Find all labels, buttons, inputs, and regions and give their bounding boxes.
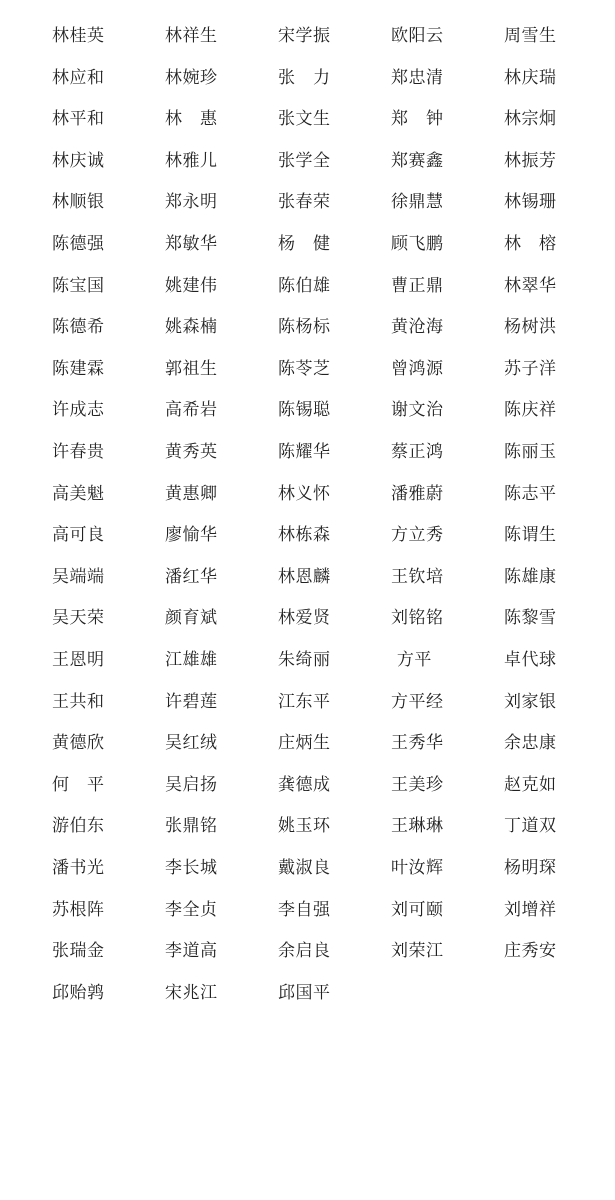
- name-cell: 张瑞金: [52, 941, 105, 962]
- name-cell: 陈建霖: [52, 358, 105, 379]
- name-cell: 郭祖生: [165, 358, 218, 379]
- name-cell: 赵克如: [504, 774, 557, 795]
- name-cell: 许春贵: [52, 442, 105, 462]
- name-cell: 庄秀安: [504, 941, 557, 962]
- name-cell: 杨 健: [278, 234, 331, 254]
- name-cell: 陈雄康: [504, 566, 557, 587]
- name-cell: 龚德成: [278, 774, 331, 795]
- name-cell: 王共和: [52, 691, 105, 712]
- name-cell: 李全贞: [165, 899, 218, 920]
- name-cell: 杨明琛: [504, 858, 557, 878]
- name-cell: 黄德欣: [52, 733, 105, 754]
- name-cell: 张春荣: [278, 192, 331, 213]
- name-cell: 姚森楠: [165, 317, 218, 338]
- name-cell: 李道高: [165, 941, 218, 962]
- name-cell: 张学全: [278, 150, 331, 171]
- name-cell: 陈谓生: [504, 525, 557, 546]
- name-cell: 林宗炯: [504, 109, 557, 130]
- name-cell: 丁道双: [504, 816, 557, 837]
- name-cell: 苏根阵: [52, 899, 105, 920]
- name-cell: 余启良: [278, 941, 331, 962]
- name-cell: 颜育斌: [165, 608, 218, 629]
- name-cell: 叶汝辉: [391, 858, 444, 878]
- name-cell: 何 平: [52, 774, 105, 795]
- name-cell: 苏子洋: [504, 358, 557, 379]
- name-cell: 蔡正鸿: [391, 442, 444, 462]
- name-cell: 陈德希: [52, 317, 105, 338]
- name-cell: 林庆诚: [52, 150, 105, 171]
- name-cell: 陈庆祥: [504, 400, 557, 421]
- name-cell: 吴启扬: [165, 774, 218, 795]
- name-cell: 刘增祥: [504, 899, 557, 920]
- name-cell: 郑 钟: [391, 109, 444, 130]
- name-cell: 黄沧海: [391, 317, 444, 338]
- name-cell: 林栋森: [278, 525, 331, 546]
- name-cell: 徐鼎慧: [391, 192, 444, 213]
- name-cell: 王秀华: [391, 733, 444, 754]
- name-cell: 姚建伟: [165, 275, 218, 296]
- name-cell: 姚玉环: [278, 816, 331, 837]
- name-cell: 吴红绒: [165, 733, 218, 754]
- name-cell: 高美魁: [52, 483, 105, 504]
- name-cell: 陈锡聪: [278, 400, 331, 421]
- name-cell: 林应和: [52, 67, 105, 88]
- name-cell: 林翠华: [504, 275, 557, 296]
- name-cell: 陈丽玉: [504, 442, 557, 462]
- name-cell: 陈耀华: [278, 442, 331, 462]
- name-cell: 王美珍: [391, 774, 444, 795]
- name-cell: 陈宝国: [52, 275, 105, 296]
- name-cell: 王恩明: [52, 650, 105, 670]
- name-cell: 江东平: [278, 691, 331, 712]
- name-cell: 朱绮丽: [278, 650, 331, 670]
- name-cell: 游伯东: [52, 816, 105, 837]
- name-cell: 方平: [391, 650, 432, 670]
- name-cell: 张 力: [278, 67, 331, 88]
- name-cell: 郑忠清: [391, 67, 444, 88]
- name-cell: 李长城: [165, 858, 218, 878]
- name-cell: 邱国平: [278, 982, 331, 1003]
- name-cell: 林 榕: [504, 234, 557, 254]
- name-cell: 林婉珍: [165, 67, 218, 88]
- name-cell: 方平经: [391, 691, 444, 712]
- name-cell: 刘家银: [504, 691, 557, 712]
- name-cell: 林 惠: [165, 109, 218, 130]
- name-cell: 张鼎铭: [165, 816, 218, 837]
- name-cell: 郑赛鑫: [391, 150, 444, 171]
- name-cell: 杨树洪: [504, 317, 557, 338]
- name-cell: 陈志平: [504, 483, 557, 504]
- name-cell: 林振芳: [504, 150, 557, 171]
- name-cell: 邱贻鹑: [52, 982, 105, 1003]
- name-cell: 宋兆江: [165, 982, 218, 1003]
- name-cell: 黄秀英: [165, 442, 218, 462]
- name-cell: 林庆瑞: [504, 67, 557, 88]
- name-cell: 曹正鼎: [391, 275, 444, 296]
- name-cell: 李自强: [278, 899, 331, 920]
- name-cell: 高希岩: [165, 400, 218, 421]
- name-cell: 黄惠卿: [165, 483, 218, 504]
- name-cell: 陈伯雄: [278, 275, 331, 296]
- name-cell: 潘红华: [165, 566, 218, 587]
- name-cell: 王钦培: [391, 566, 444, 587]
- name-cell: 林平和: [52, 109, 105, 130]
- name-cell: 王琳琳: [391, 816, 444, 837]
- name-cell: 吴天荣: [52, 608, 105, 629]
- name-cell: 欧阳云: [391, 26, 444, 46]
- name-cell: 林顺银: [52, 192, 105, 213]
- name-cell: 林锡珊: [504, 192, 557, 213]
- name-cell: 陈黎雪: [504, 608, 557, 629]
- name-cell: 刘可颐: [391, 899, 444, 920]
- name-cell: 刘铭铭: [391, 608, 444, 629]
- name-cell: 陈苓芝: [278, 358, 331, 379]
- name-cell: 陈德强: [52, 234, 105, 254]
- name-cell: 刘荣江: [391, 941, 444, 962]
- name-cell: 江雄雄: [165, 650, 218, 670]
- name-cell: 庄炳生: [278, 733, 331, 754]
- name-cell: 许碧莲: [165, 691, 218, 712]
- name-cell: 宋学振: [278, 26, 331, 46]
- name-cell: 林祥生: [165, 26, 218, 46]
- name-cell: 许成志: [52, 400, 105, 421]
- name-cell: 方立秀: [391, 525, 444, 546]
- name-cell: 林义怀: [278, 483, 331, 504]
- name-cell: 周雪生: [504, 26, 557, 46]
- name-cell: 林恩麟: [278, 566, 331, 587]
- name-cell: 潘书光: [52, 858, 105, 878]
- name-cell: 廖愉华: [165, 525, 218, 546]
- name-cell: 陈杨标: [278, 317, 331, 338]
- name-cell: 林雅儿: [165, 150, 218, 171]
- name-cell: 顾飞鹏: [391, 234, 444, 254]
- name-cell: 戴淑良: [278, 858, 331, 878]
- name-cell: 高可良: [52, 525, 105, 546]
- name-cell: 卓代球: [504, 650, 557, 670]
- name-cell: 谢文治: [391, 400, 444, 421]
- name-cell: 潘雅蔚: [391, 483, 444, 504]
- name-cell: 郑敏华: [165, 234, 218, 254]
- name-cell: 张文生: [278, 109, 331, 130]
- name-cell: 郑永明: [165, 192, 218, 213]
- name-cell: 林爱贤: [278, 608, 331, 629]
- name-cell: 曾鸿源: [391, 358, 444, 379]
- name-cell: 余忠康: [504, 733, 557, 754]
- name-cell: 吴端端: [52, 566, 105, 587]
- name-cell: 林桂英: [52, 26, 105, 46]
